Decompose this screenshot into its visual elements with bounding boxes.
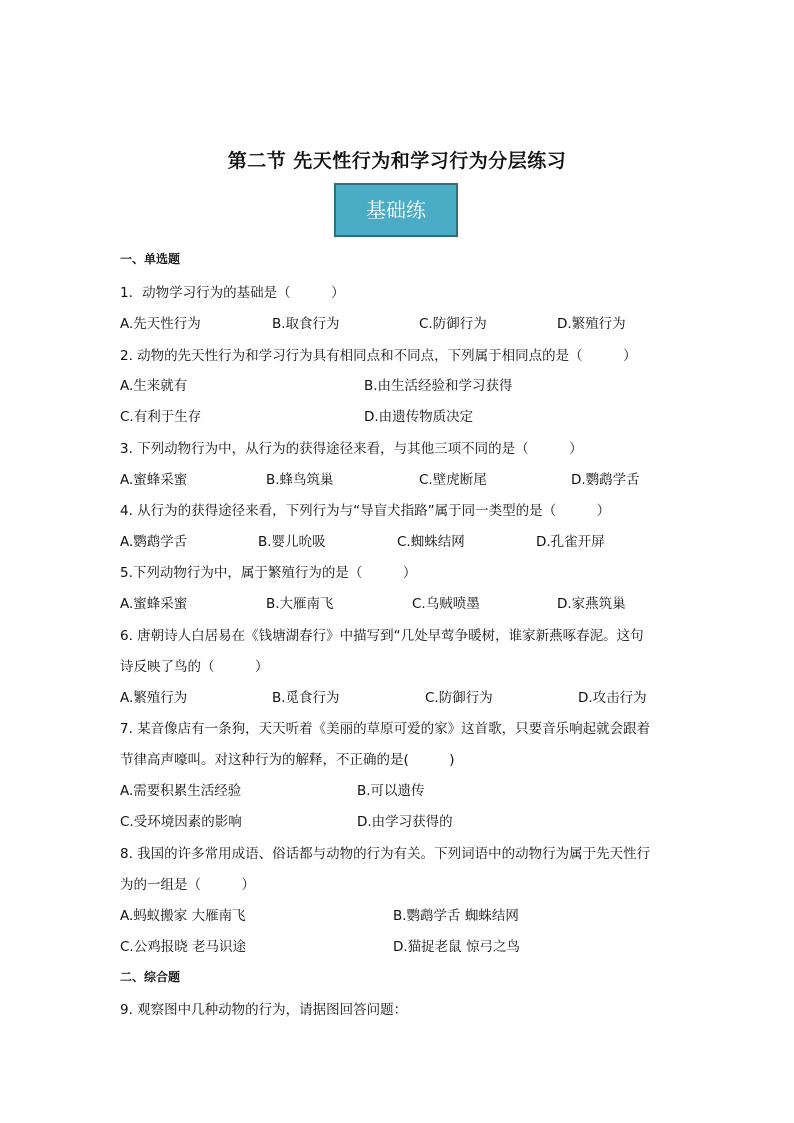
question-3-stem: 3. 下列动物行为中，从行为的获得途径来看，与其他三项不同的是（ ） [120, 441, 583, 457]
question-4-option-a[interactable]: A.鹦鹉学舌 [120, 534, 188, 550]
question-3-option-c[interactable]: C.壁虎断尾 [419, 472, 487, 488]
question-8-stem-line-1: 8. 我国的许多常用成语、俗话都与动物的行为有关。下列词语中的动物行为属于先天性行 [120, 846, 651, 862]
question-1-stem: 1．动物学习行为的基础是（ ） [120, 285, 345, 301]
question-7-option-c[interactable]: C.受环境因素的影响 [120, 814, 242, 830]
question-4-option-c[interactable]: C.蜘蛛结网 [397, 534, 465, 550]
question-5-option-c[interactable]: C.乌贼喷墨 [412, 596, 480, 612]
question-2-option-b[interactable]: B.由生活经验和学习获得 [364, 378, 513, 394]
question-8-option-d[interactable]: D.猫捉老鼠 惊弓之鸟 [393, 939, 520, 955]
question-4-option-d[interactable]: D.孔雀开屏 [536, 534, 605, 550]
question-4-stem: 4. 从行为的获得途径来看，下列行为与“导盲犬指路”属于同一类型的是（ ） [120, 503, 611, 519]
question-5-option-b[interactable]: B.大雁南飞 [266, 596, 334, 612]
question-2-stem: 2. 动物的先天性行为和学习行为具有相同点和不同点，下列属于相同点的是（ ） [120, 348, 637, 364]
question-8-option-c[interactable]: C.公鸡报晓 老马识途 [120, 939, 247, 955]
question-5-option-a[interactable]: A.蜜蜂采蜜 [120, 596, 188, 612]
question-1-option-c[interactable]: C.防御行为 [419, 316, 487, 332]
question-6-option-c[interactable]: C.防御行为 [425, 690, 493, 706]
section-single-choice: 一、单选题 [120, 252, 181, 266]
question-1-option-a[interactable]: A.先天性行为 [120, 316, 201, 332]
question-5-stem: 5.下列动物行为中，属于繁殖行为的是（ ） [120, 565, 417, 581]
question-1-option-b[interactable]: B.取食行为 [272, 316, 340, 332]
question-1-option-d[interactable]: D.繁殖行为 [557, 316, 626, 332]
question-6-stem-line-2: 诗反映了鸟的（ ） [120, 659, 269, 675]
question-7-option-b[interactable]: B.可以遗传 [357, 783, 425, 799]
question-7-stem-line-2: 节律高声嚎叫。对这种行为的解释，不正确的是( ) [120, 752, 455, 768]
question-2-option-d[interactable]: D.由遗传物质决定 [364, 409, 474, 425]
question-8-stem-line-2: 为的一组是（ ） [120, 877, 255, 893]
basic-practice-badge: 基础练 [334, 183, 458, 237]
question-9-stem: 9. 观察图中几种动物的行为，请据图回答问题： [120, 1002, 408, 1018]
question-6-option-a[interactable]: A.繁殖行为 [120, 690, 188, 706]
question-6-option-d[interactable]: D.攻击行为 [578, 690, 647, 706]
question-3-option-d[interactable]: D.鹦鹉学舌 [571, 472, 640, 488]
question-4-option-b[interactable]: B.婴儿吮吸 [258, 534, 326, 550]
question-7-option-d[interactable]: D.由学习获得的 [357, 814, 453, 830]
question-7-option-a[interactable]: A.需要积累生活经验 [120, 783, 242, 799]
question-6-stem-line-1: 6. 唐朝诗人白居易在《钱塘湖春行》中描写到“几处早莺争暖树，谁家新燕啄春泥。这句 [120, 628, 644, 644]
question-8-option-b[interactable]: B.鹦鹉学舌 蜘蛛结网 [393, 908, 519, 924]
question-7-stem-line-1: 7. 某音像店有一条狗，天天听着《美丽的草原可爱的家》这首歌，只要音乐响起就会跟着 [120, 721, 651, 737]
question-3-option-b[interactable]: B.蜂鸟筑巢 [266, 472, 334, 488]
question-2-option-a[interactable]: A.生来就有 [120, 378, 188, 394]
question-6-option-b[interactable]: B.觅食行为 [272, 690, 340, 706]
section-comprehensive: 二、综合题 [120, 970, 181, 984]
question-3-option-a[interactable]: A.蜜蜂采蜜 [120, 472, 188, 488]
question-5-option-d[interactable]: D.家燕筑巢 [557, 596, 626, 612]
page-title: 第二节 先天性行为和学习行为分层练习 [227, 150, 567, 172]
question-8-option-a[interactable]: A.蚂蚁搬家 大雁南飞 [120, 908, 246, 924]
question-2-option-c[interactable]: C.有利于生存 [120, 409, 202, 425]
